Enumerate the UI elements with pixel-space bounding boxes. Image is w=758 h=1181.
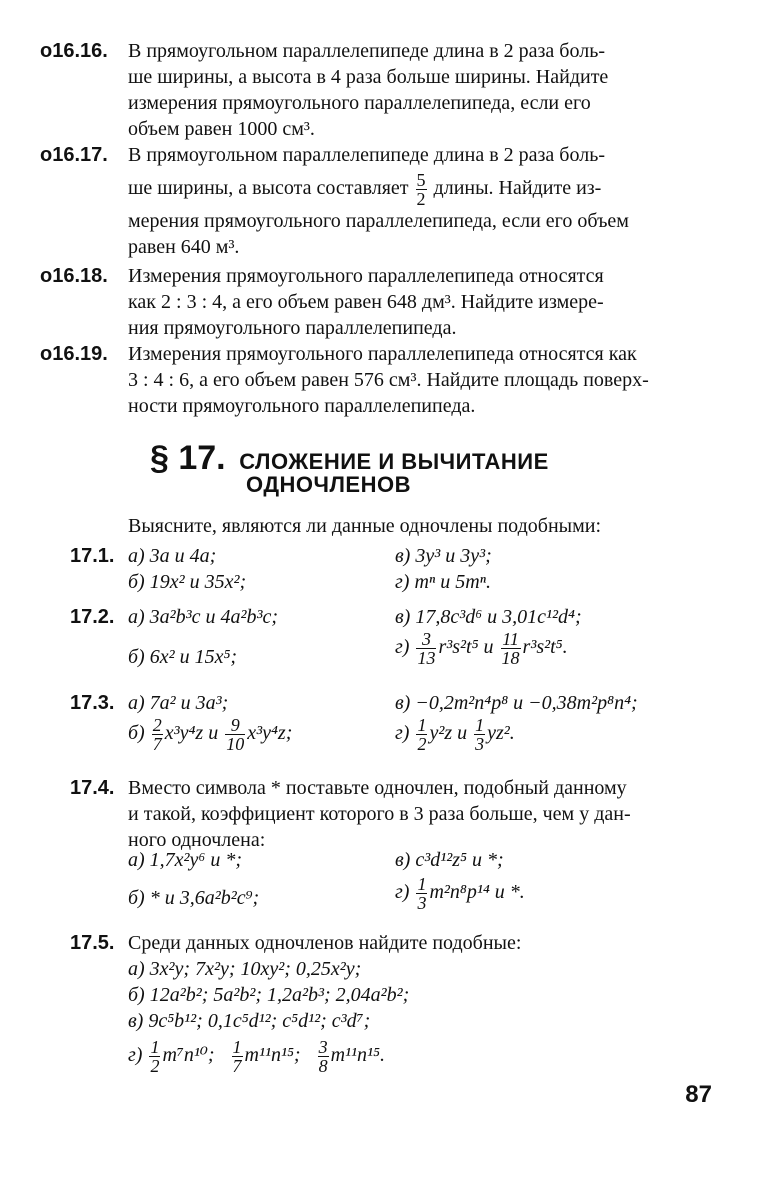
fraction	[416, 171, 427, 208]
text-line	[128, 168, 720, 208]
item-v: в) −0,2m²n⁴p⁸ и −0,38m²p⁸n⁴;	[395, 692, 638, 714]
item-v: в) 3y³ и 3y³;	[395, 545, 492, 567]
text-line: измерения прямоугольного параллелепипеда, если его	[128, 92, 591, 114]
item-a: а) 7a² и 3a³;	[128, 692, 229, 714]
item-label: б)	[128, 722, 145, 745]
section-heading	[150, 439, 549, 498]
item-b: б) * и 3,6a²b²c⁹;	[128, 887, 260, 909]
item-a: а) 3x²y; 7x²y; 10xy²; 0,25x²y;	[128, 958, 362, 980]
problem-number: о16.16.	[40, 40, 108, 62]
fraction-numerator: 2	[152, 715, 162, 735]
fraction	[152, 716, 163, 753]
fraction-numerator: 1	[150, 1037, 160, 1057]
item-v: в) c³d¹²z⁵ и *;	[395, 849, 504, 871]
term: m⁷n¹⁰;	[162, 1044, 215, 1067]
fraction	[416, 875, 427, 912]
term: r³s²t⁵.	[522, 636, 568, 659]
fraction-denominator: 7	[232, 1056, 242, 1076]
text-line: Вместо символа * поставьте одночлен, подобный данному	[128, 777, 627, 799]
term: x³y⁴z и	[164, 722, 219, 745]
term: y²z и	[429, 722, 468, 745]
item-a: а) 3a²b³c и 4a²b³c;	[128, 606, 279, 628]
item-b: б) 12a²b²; 5a²b²; 1,2a²b³; 2,04a²b²;	[128, 984, 410, 1006]
item-b	[128, 716, 292, 753]
exercise-text: Среди данных одночленов найдите подобные:	[128, 932, 522, 954]
fraction	[474, 716, 485, 753]
fraction-numerator: 5	[416, 169, 426, 190]
item-label: г)	[128, 1044, 143, 1067]
fraction-denominator: 7	[152, 734, 162, 754]
problem-number: о16.18.	[40, 265, 108, 287]
exercise-number: 17.2.	[70, 606, 115, 628]
term: m²n⁸p¹⁴ и *.	[429, 881, 525, 904]
item-b: б) 6x² и 15x⁵;	[128, 646, 238, 668]
fraction-denominator: 2	[416, 188, 426, 209]
fraction-numerator: 3	[416, 630, 436, 649]
fraction-numerator: 1	[232, 1037, 242, 1057]
problem-number: о16.17.	[40, 144, 108, 166]
problem-number: о16.19.	[40, 343, 108, 365]
text-line: 3 : 4 : 6, а его объем равен 576 см³. Найдите площадь поверх-	[128, 369, 649, 391]
text-line: ного одночлена:	[128, 829, 266, 851]
fraction-numerator: 1	[417, 715, 427, 735]
text-line: объем равен 1000 см³.	[128, 118, 315, 140]
text-fragment: длины. Найдите из-	[433, 177, 602, 199]
fraction-numerator: 9	[225, 716, 245, 735]
fraction-numerator: 3	[318, 1037, 328, 1057]
fraction-denominator: 8	[318, 1056, 328, 1076]
problem-text	[128, 142, 720, 260]
item-v: в) 9c⁵b¹²; 0,1c⁵d¹²; c⁵d¹²; c³d⁷;	[128, 1010, 371, 1032]
exercise-intro: Выясните, являются ли данные одночлены подобными:	[128, 515, 602, 537]
exercise-number: 17.5.	[70, 932, 115, 954]
text-line: мерения прямоугольного параллелепипеда, если его объем	[128, 210, 629, 232]
problem-text	[128, 38, 720, 142]
exercise-number: 17.4.	[70, 777, 115, 799]
text-line: В прямоугольном параллелепипеде длина в 2 раза боль-	[128, 40, 605, 62]
fraction-denominator: 13	[417, 648, 436, 668]
item-g	[128, 1038, 385, 1075]
term: yz².	[487, 722, 515, 745]
fraction-denominator: 3	[475, 734, 485, 754]
section-title-line-1: СЛОЖЕНИЕ И ВЫЧИТАНИЕ	[239, 449, 549, 474]
fraction-denominator: 2	[150, 1056, 160, 1076]
item-label: г)	[395, 636, 410, 659]
fraction-numerator: 1	[475, 715, 485, 735]
item-g	[395, 630, 568, 667]
text-line: как 2 : 3 : 4, а его объем равен 648 дм³. Найдите измере-	[128, 291, 604, 313]
term: m¹¹n¹⁵.	[330, 1044, 385, 1067]
text-line: Измерения прямоугольного параллелепипеда относятся	[128, 265, 604, 287]
item-a: а) 3a и 4a;	[128, 545, 217, 567]
fraction	[232, 1038, 243, 1075]
fraction-denominator: 18	[501, 648, 520, 668]
item-label: г)	[395, 722, 410, 745]
fraction	[416, 630, 436, 667]
text-line: ше ширины, а высота в 4 раза больше ширины. Найдите	[128, 66, 609, 88]
fraction-denominator: 3	[417, 893, 427, 913]
fraction-numerator: 1	[417, 874, 427, 894]
text-line: Измерения прямоугольного параллелепипеда относятся как	[128, 343, 637, 365]
item-label: г)	[395, 881, 410, 904]
fraction	[501, 630, 521, 667]
fraction	[416, 716, 427, 753]
section-mark: § 17.	[150, 439, 226, 477]
page-number: 87	[685, 1081, 712, 1108]
item-g: г) mⁿ и 5mⁿ.	[395, 571, 491, 593]
fraction	[318, 1038, 329, 1075]
term: m¹¹n¹⁵;	[244, 1044, 301, 1067]
exercise-number: 17.3.	[70, 692, 115, 714]
text-line: В прямоугольном параллелепипеде длина в 2 раза боль-	[128, 144, 605, 166]
problem-text	[128, 341, 720, 419]
text-line: ности прямоугольного параллелепипеда.	[128, 395, 476, 417]
exercise-text	[128, 775, 748, 853]
text-fragment: ше ширины, а высота составляет	[128, 177, 409, 199]
text-line: и такой, коэффициент которого в 3 раза больше, чем у дан-	[128, 803, 631, 825]
fraction	[225, 716, 245, 753]
fraction-numerator: 11	[502, 629, 519, 649]
fraction-denominator: 2	[417, 734, 427, 754]
item-a: а) 1,7x²y⁶ и *;	[128, 849, 243, 871]
text-line: равен 640 м³.	[128, 236, 240, 258]
section-title-line-2: ОДНОЧЛЕНОВ	[246, 472, 411, 497]
fraction-denominator: 10	[226, 734, 245, 754]
item-g	[395, 716, 515, 753]
exercise-number: 17.1.	[70, 545, 115, 567]
term: x³y⁴z;	[247, 722, 293, 745]
item-b: б) 19x² и 35x²;	[128, 571, 247, 593]
item-g	[395, 875, 525, 912]
term: r³s²t⁵ и	[438, 636, 494, 659]
text-line: ния прямоугольного параллелепипеда.	[128, 317, 457, 339]
fraction	[149, 1038, 160, 1075]
item-v: в) 17,8c³d⁶ и 3,01c¹²d⁴;	[395, 606, 582, 628]
problem-text	[128, 263, 720, 341]
